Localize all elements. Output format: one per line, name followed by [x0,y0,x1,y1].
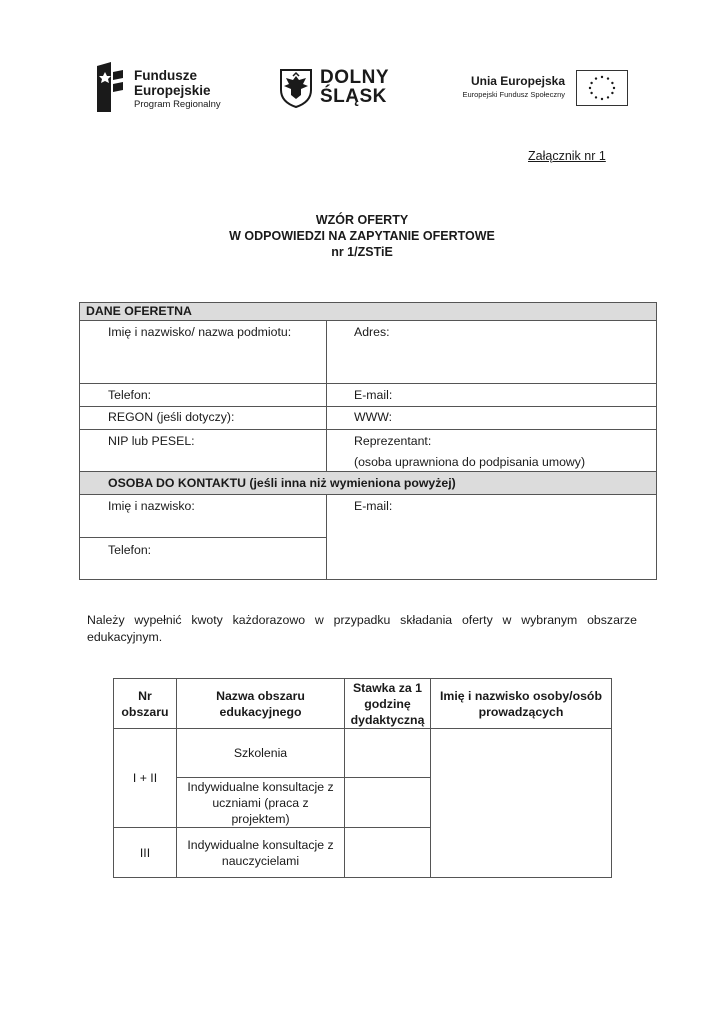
title-line1: WZÓR OFERTY [315,213,409,227]
offer-form-table [79,302,657,580]
instruction-note: Należy wypełnić kwoty każdorazowo w przypadku składania oferty w wybranym obszarze edukacyjnym. [87,613,637,644]
educational-areas-table [113,678,612,878]
table-row [114,729,612,778]
representative-note: (osoba uprawniona do podpisania umowy) [354,455,586,469]
area-number-cell: I + II [114,729,177,828]
section-header-offerer: DANE OFERETNA [80,303,656,320]
contact-name-label: Imię i nazwisko: [108,499,195,513]
header-hourly-rate: Stawka za 1 godzinę dydaktyczną [345,679,431,729]
fe-logo-line2: Europejskie [134,83,211,98]
rate-input-cell[interactable] [345,778,431,828]
fe-logo-line1: Fundusze [134,68,197,83]
header-area-name: Nazwa obszaru edukacyjnego [177,679,345,729]
ue-logo-line1: Unia Europejska [470,74,565,88]
ds-logo-line2: ŚLĄSK [320,86,387,107]
area-name-cell: Indywidualne konsultacje z nauczycielami [177,828,345,878]
document-title [0,212,724,260]
email-label: E-mail: [354,388,393,402]
title-line2: W ODPOWIEDZI NA ZAPYTANIE OFERTOWE [229,229,495,243]
ue-logo-line2: Europejski Fundusz Społeczny [462,90,565,99]
persons-input-cell[interactable] [431,729,612,878]
regon-label: REGON (jeśli dotyczy): [108,410,235,424]
fundusze-europejskie-logo [97,62,237,112]
eagle-crest-icon [279,68,313,108]
header-area-number: Nr obszaru [114,679,177,729]
fe-logo-icon [97,62,123,112]
contact-email-label: E-mail: [354,499,393,513]
area-number-cell: III [114,828,177,878]
fe-logo-line3: Program Regionalny [134,99,221,110]
area-name-cell: Indywidualne konsultacje z uczniami (praca z projektem) [177,778,345,828]
area-name-cell: Szkolenia [177,729,345,778]
rate-input-cell[interactable] [345,828,431,878]
phone-label: Telefon: [108,388,152,402]
ds-logo-line1: DOLNY [320,67,389,88]
eu-flag-icon [576,70,628,106]
contact-phone-label: Telefon: [108,543,152,557]
rate-input-cell[interactable] [345,729,431,778]
dolny-slask-logo [279,66,399,110]
unia-europejska-logo [455,70,630,106]
table-header-row [114,679,612,729]
title-line3: nr 1/ZSTiE [331,245,393,259]
representative-label: Reprezentant: [354,434,432,448]
address-label: Adres: [354,325,390,339]
www-label: WWW: [354,410,393,424]
annex-label: Załącznik nr 1 [528,149,606,163]
section-header-contact: OSOBA DO KONTAKTU (jeśli inna niż wymieniona powyżej) [80,472,656,494]
nip-label: NIP lub PESEL: [108,434,195,448]
name-label: Imię i nazwisko/ nazwa podmiotu: [108,325,292,339]
header-persons: Imię i nazwisko osoby/osób prowadzących [431,679,612,729]
